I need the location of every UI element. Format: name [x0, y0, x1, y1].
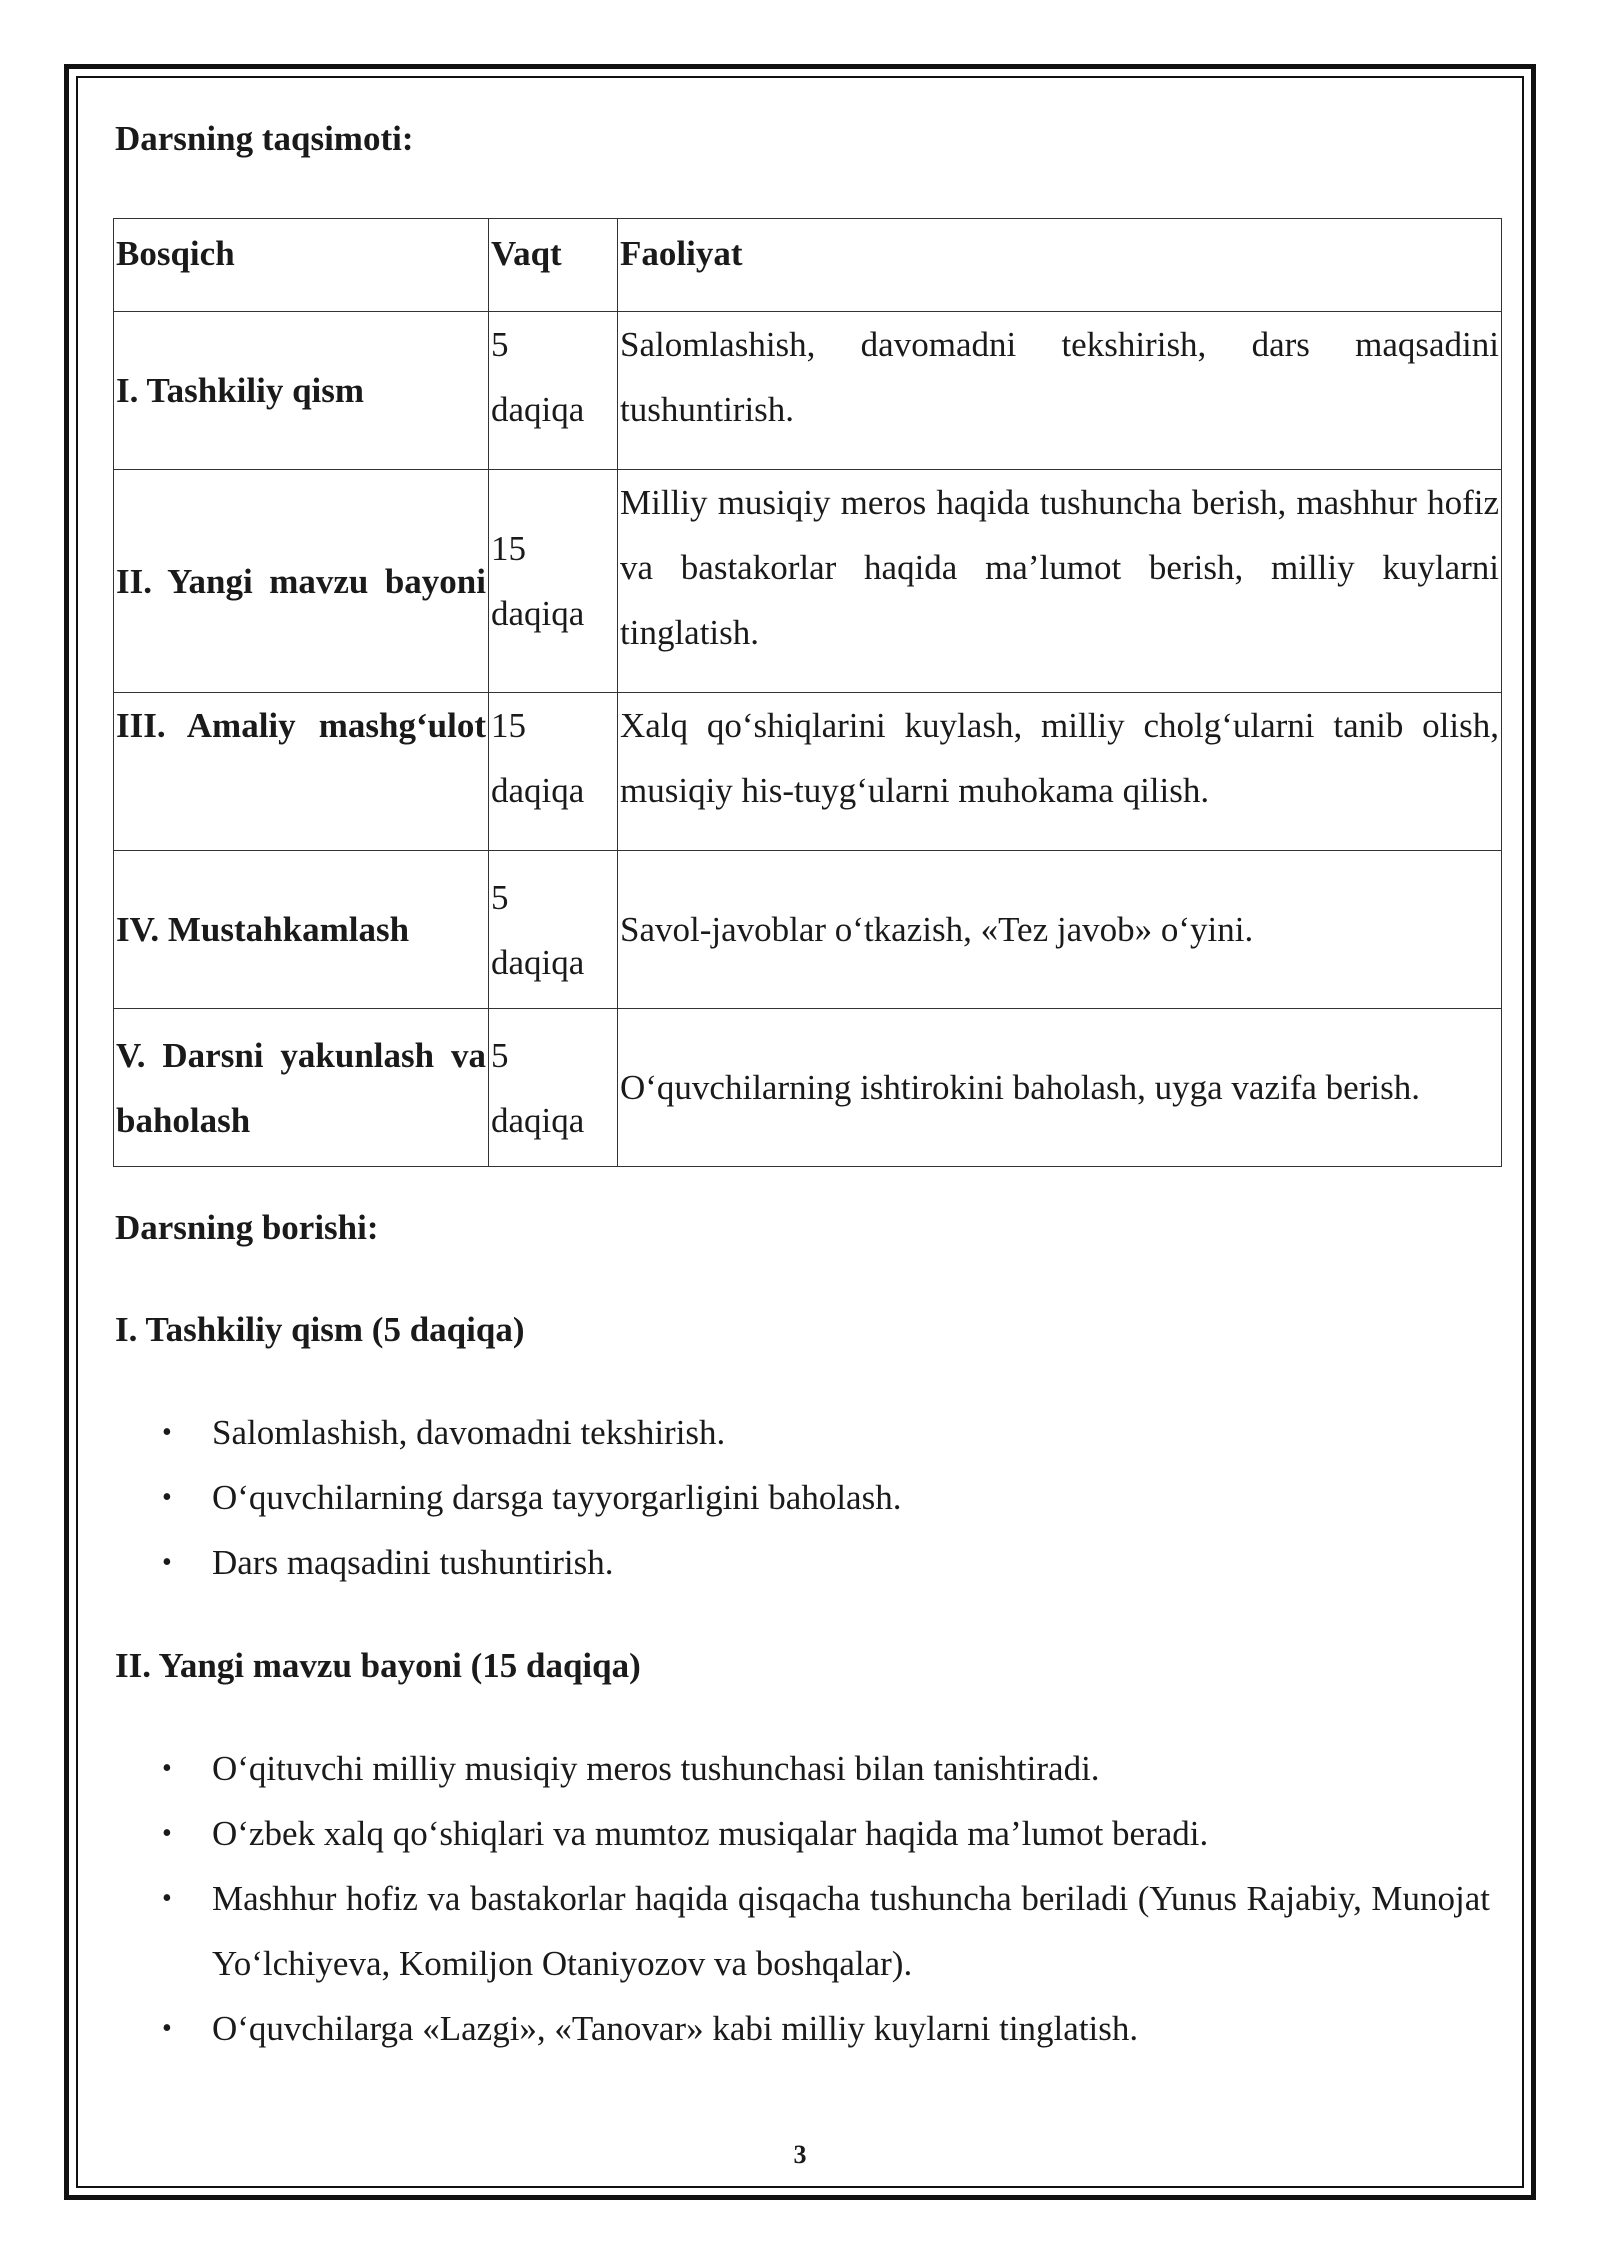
- list-item: [115, 1465, 1490, 1530]
- list-item-text: O‘zbek xalq qo‘shiqlari va mumtoz musiqalar haqida ma’lumot beradi.: [212, 1814, 1209, 1853]
- list-item-text: Dars maqsadini tushuntirish.: [212, 1543, 614, 1582]
- list-item: [115, 1400, 1490, 1465]
- list-item: [115, 1996, 1490, 2061]
- table-row: [114, 693, 1502, 851]
- time-value: 5: [491, 877, 509, 917]
- table-header-row: [114, 219, 1502, 312]
- time-cell: [489, 470, 618, 693]
- bullet-icon: •: [162, 1417, 172, 1448]
- header-time: Vaqt: [489, 219, 618, 312]
- list-item: [115, 1866, 1490, 1996]
- activity-cell: Salomlashish, davomadni tekshirish, dars maqsadini tushuntirish.: [618, 312, 1502, 470]
- time-unit: daqiqa: [491, 594, 585, 633]
- time-unit: daqiqa: [491, 1100, 585, 1140]
- list-item-text: O‘quvchilarning darsga tayyorgarligini baholash.: [212, 1478, 902, 1517]
- table-row: [114, 1009, 1502, 1167]
- activity-cell: Milliy musiqiy meros haqida tushuncha berish, mashhur hofiz va bastakorlar haqida ma’lumot berish, milliy kuylarni tinglatish.: [618, 470, 1502, 693]
- time-value: 15: [491, 706, 526, 745]
- section1-list: [115, 1400, 1490, 1595]
- time-cell: [489, 312, 618, 470]
- page-number: 3: [793, 2140, 807, 2169]
- bullet-icon: •: [162, 1883, 172, 1914]
- time-value: 5: [491, 1035, 509, 1075]
- time-value: 5: [491, 325, 509, 364]
- list-item-text: Salomlashish, davomadni tekshirish.: [212, 1413, 726, 1452]
- time-unit: daqiqa: [491, 771, 585, 810]
- header-activity: Faoliyat: [618, 219, 1502, 312]
- stage-cell: I. Tashkiliy qism: [114, 312, 489, 470]
- stage-text: III. Amaliy mashg‘ulot: [116, 706, 486, 745]
- stage-cell: [114, 693, 489, 851]
- time-cell: [489, 851, 618, 1009]
- stage-text: V. Darsni yakunlash va baholash: [116, 1035, 486, 1140]
- bullet-icon: •: [162, 1818, 172, 1849]
- time-value: 15: [491, 529, 526, 568]
- table-row: [114, 312, 1502, 470]
- section2-title: II. Yangi mavzu bayoni (15 daqiqa): [115, 1646, 641, 1685]
- heading-progress: Darsning borishi:: [115, 1208, 379, 1247]
- activity-cell: O‘quvchilarning ishtirokini baholash, uyga vazifa berish.: [618, 1009, 1502, 1167]
- list-item-text: Mashhur hofiz va bastakorlar haqida qisqacha tushuncha beriladi (Yunus Rajabiy, Munojat Yo‘lchiyeva, Komiljon Otaniyozov va boshqalar).: [212, 1879, 1490, 1983]
- section2-list: [115, 1736, 1490, 2061]
- heading-distribution: Darsning taqsimoti:: [115, 119, 414, 158]
- list-item-text: O‘quvchilarga «Lazgi», «Tanovar» kabi milliy kuylarni tinglatish.: [212, 2009, 1139, 2048]
- bullet-icon: •: [162, 2013, 172, 2044]
- time-cell: [489, 1009, 618, 1167]
- time-unit: daqiqa: [491, 942, 585, 982]
- time-cell: [489, 693, 618, 851]
- list-item: [115, 1801, 1490, 1866]
- stage-cell: [114, 1009, 489, 1167]
- section1-title: I. Tashkiliy qism (5 daqiqa): [115, 1310, 525, 1349]
- list-item-text: O‘qituvchi milliy musiqiy meros tushunchasi bilan tanishtiradi.: [212, 1749, 1100, 1788]
- time-unit: daqiqa: [491, 390, 585, 429]
- bullet-icon: •: [162, 1547, 172, 1578]
- table-row: [114, 851, 1502, 1009]
- stage-cell: IV. Mustahkamlash: [114, 851, 489, 1009]
- stage-text: II. Yangi mavzu bayoni: [116, 561, 486, 601]
- list-item: [115, 1736, 1490, 1801]
- table-row: [114, 470, 1502, 693]
- bullet-icon: •: [162, 1753, 172, 1784]
- stage-cell: [114, 470, 489, 693]
- list-item: [115, 1530, 1490, 1595]
- activity-cell: Savol-javoblar o‘tkazish, «Tez javob» o‘yini.: [618, 851, 1502, 1009]
- distribution-table: [113, 218, 1502, 1167]
- bullet-icon: •: [162, 1482, 172, 1513]
- header-stage: Bosqich: [114, 219, 489, 312]
- activity-cell: Xalq qo‘shiqlarini kuylash, milliy cholg‘ularni tanib olish, musiqiy his-tuyg‘ularni muhokama qilish.: [618, 693, 1502, 851]
